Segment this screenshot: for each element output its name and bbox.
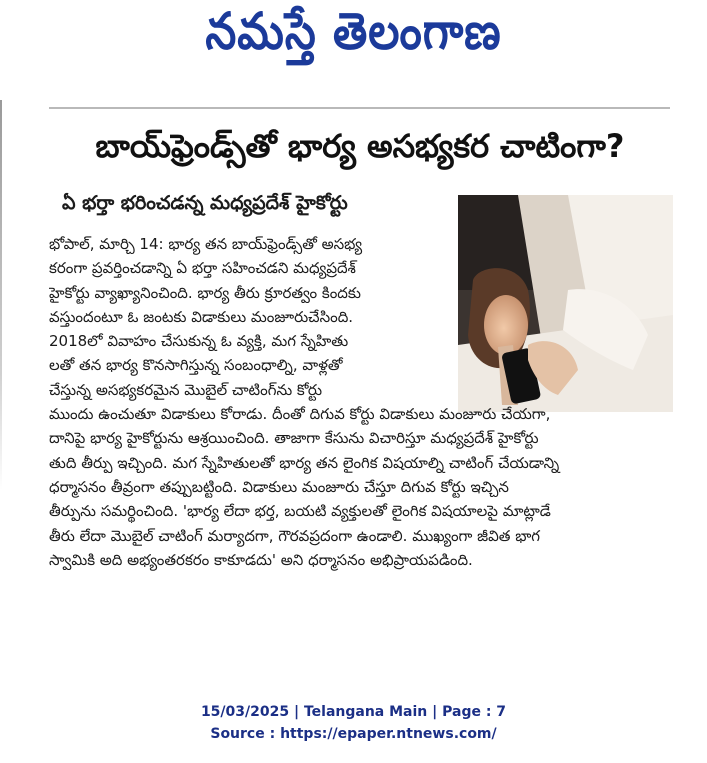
- article-headline: బాయ్‌ఫ్రెండ్స్‌తో భార్య అసభ్యకర చాటింగా?: [95, 127, 625, 165]
- source-footer: [0, 701, 707, 745]
- body-text-line: తుది తీర్పు ఇచ్చింది. మగ స్నేహితులతో భార్య తన లైంగిక విషయాల్ని చాటింగ్ చేయడాన్ని: [49, 453, 560, 472]
- body-text-line: ధర్మాసనం తీవ్రంగా తప్పుబట్టింది. విడాకులు మంజూరు చేస్తూ దిగువ కోర్టు ఇచ్చిన: [49, 477, 509, 496]
- body-text-line: వస్తుందంటూ ఓ జంటకు విడాకులు మంజూరుచేసింది.: [49, 307, 354, 326]
- body-text-line: భోపాల్, మార్చి 14: భార్య తన బాయ్‌ఫ్రెండ్స్‌తో అసభ్య: [49, 235, 363, 253]
- body-text-line: ముందు ఉంచుతూ విడాకులు కోరాడు. దీంతో దిగువ కోర్టు విడాకులు మంజూరు చేయగా,: [49, 405, 551, 424]
- article-body: [49, 232, 671, 572]
- article-subheadline: ఏ భర్తా భరించడన్న మధ్యప్రదేశ్ హైకోర్టు: [62, 192, 348, 214]
- body-text-line: చేస్తున్న అసభ్యకరమైన మొబైల్ చాటింగ్‌ను కోర్టు: [49, 380, 323, 399]
- left-column-rule: [0, 100, 2, 490]
- body-text-line: కరంగా ప్రవర్తించడాన్ని ఏ భర్తా సహించడని మధ్యప్రదేశ్: [49, 259, 356, 278]
- body-text-line: తీర్పును సమర్థించింది. 'భార్య లేదా భర్త, బయటి వ్యక్తులతో లైంగిక విషయాలపై మాట్లాడే: [49, 502, 551, 521]
- source-link[interactable]: Source : https://epaper.ntnews.com/: [210, 726, 497, 742]
- body-text-line: లతో తన భార్య కొనసాగిస్తున్న సంబంధాల్ని, వాళ్లతో: [49, 356, 343, 375]
- masthead-logo-text: నమస్తే తెలంగాణ: [205, 2, 502, 61]
- body-text-line: హైకోర్టు వ్యాఖ్యానించింది. భార్య తీరు క్రూరత్వం కిందకు: [49, 283, 361, 302]
- body-text-line: దానిపై భార్య హైకోర్టును ఆశ్రయించింది. తాజాగా కేసును విచారిస్తూ మధ్యప్రదేశ్ హైకోర్టు: [49, 429, 539, 448]
- newspaper-masthead: [0, 2, 707, 74]
- article-top-rule: [49, 107, 670, 109]
- edition-info: 15/03/2025 | Telangana Main | Page : 7: [200, 704, 507, 720]
- body-text-line: స్వామికి అది అభ్యంతరకరం కాకూడదు' అని ధర్మాసనం అభిప్రాయపడింది.: [49, 550, 473, 569]
- body-text-line: తీరు లేదా మొబైల్ చాటింగ్ మర్యాదగా, గౌరవప్రదంగా ఉండాలి. ముఖ్యంగా జీవిత భాగ: [49, 526, 541, 545]
- body-text-line: 2018లో వివాహం చేసుకున్న ఓ వ్యక్తి, మగ స్నేహితు: [49, 332, 349, 351]
